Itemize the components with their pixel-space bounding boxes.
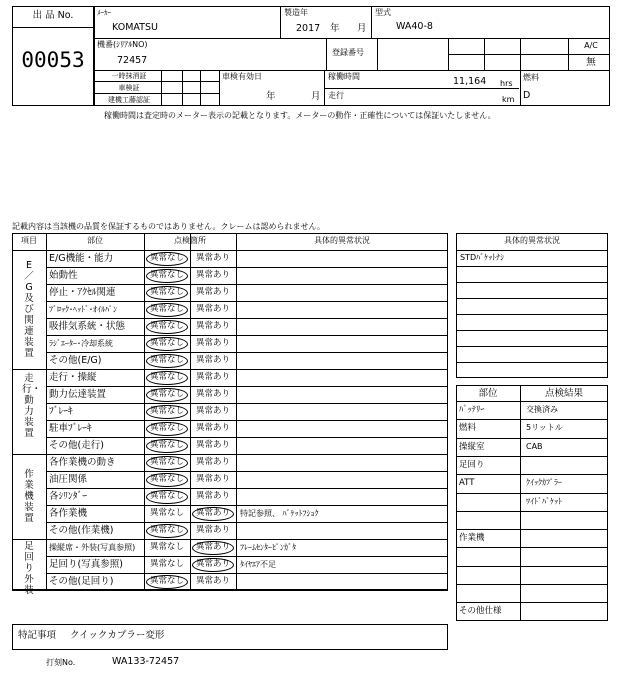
- ok-circle-mark: [146, 456, 188, 470]
- ng-option: 異常あり: [195, 270, 230, 280]
- ok-option: 異常なし: [149, 389, 184, 399]
- part-label: 駐車ﾌﾞﾚｰｷ: [49, 423, 92, 434]
- lot-label: 出 品 No.: [32, 10, 74, 21]
- lot-number: 00053: [21, 48, 85, 72]
- part-label: 各作業機の動き: [49, 457, 116, 468]
- ok-option: 異常なし: [149, 576, 184, 586]
- disclaimer: 記載内容は当該機の品質を保証するものではありません。クレームは認められません。: [12, 222, 325, 231]
- stamp-value: WA133-72457: [112, 656, 180, 667]
- maker-value: KOMATSU: [112, 22, 158, 33]
- ok-option: 異常なし: [149, 542, 184, 552]
- distance-unit: km: [502, 95, 515, 104]
- part-label: その他(E/G): [49, 355, 102, 366]
- ok-option: 異常なし: [149, 440, 184, 450]
- ng-circle-mark: [192, 507, 234, 521]
- hours-unit: hrs: [500, 79, 513, 88]
- ok-circle-mark: [146, 473, 188, 487]
- ok-option: 異常なし: [149, 474, 184, 484]
- ng-option: 異常あり: [195, 525, 230, 535]
- ng-option: 異常あり: [195, 508, 230, 518]
- ok-option: 異常なし: [149, 355, 184, 365]
- part-label: その他(走行): [49, 440, 104, 451]
- part-label: 各作業機: [49, 508, 88, 519]
- ng-circle-mark: [192, 541, 234, 555]
- hours-label: 稼働時間: [328, 72, 360, 81]
- ac-value: 無: [586, 57, 596, 68]
- ok-option: 異常なし: [149, 253, 184, 263]
- fuel-value: D: [523, 90, 531, 101]
- ok-option: 異常なし: [149, 559, 184, 569]
- right-check-result: CAB: [526, 441, 543, 451]
- ok-circle-mark: [146, 252, 188, 266]
- ok-circle-mark: [146, 439, 188, 453]
- distance-label: 走行: [328, 91, 344, 100]
- right-check-part: 作業機: [459, 533, 485, 544]
- part-label: 始動性: [49, 270, 78, 281]
- group-label: E／G及び関連装置: [24, 260, 34, 359]
- model-label: 型式: [375, 8, 391, 17]
- part-label: 走行・操縦: [49, 372, 97, 383]
- maker-label: ﾒｰｶｰ: [97, 9, 111, 17]
- part-label: その他(足回り): [49, 576, 114, 587]
- ok-circle-mark: [146, 286, 188, 300]
- part-label: 動力伝達装置: [49, 389, 107, 400]
- ok-option: 異常なし: [149, 287, 184, 297]
- detail-text: 特記参照、 ﾊﾞｹｯﾄﾌｼｮｸ: [240, 509, 319, 518]
- part-label: 停止・ｱｸｾﾙ関連: [49, 287, 116, 298]
- right-check-part: 足回り: [459, 459, 485, 470]
- right-check-part: その他仕様: [459, 606, 502, 617]
- group-label: 足回り外装: [24, 541, 34, 596]
- ok-option: 異常なし: [149, 457, 184, 467]
- header-category: 項目: [21, 236, 37, 245]
- part-label: ﾗｼﾞｴｰﾀｰ･冷却系統: [49, 339, 113, 348]
- ok-option: 異常なし: [149, 338, 184, 348]
- ok-option: 異常なし: [149, 491, 184, 501]
- part-label: 吸排気系統・状態: [49, 321, 126, 332]
- ok-circle-mark: [146, 575, 188, 589]
- header-check: 点検箇所: [174, 236, 206, 245]
- right-check-part: ﾊﾞｯﾃﾘｰ: [459, 405, 485, 415]
- ng-option: 異常あり: [195, 287, 230, 297]
- right-detail-cell: STDﾊﾞｹｯﾄﾅｼ: [460, 253, 505, 262]
- ok-option: 異常なし: [149, 321, 184, 331]
- detail-text: ﾀｲﾔｴｱ不足: [240, 560, 276, 569]
- ng-circle-mark: [192, 558, 234, 572]
- ng-option: 異常あり: [195, 576, 230, 586]
- ng-option: 異常あり: [195, 321, 230, 331]
- ok-circle-mark: [146, 371, 188, 385]
- inspection-expiry-label: 車検有効日: [222, 72, 262, 81]
- expiry-month-unit: 月: [311, 91, 321, 102]
- right-check-header-result: 点検結果: [544, 388, 583, 399]
- ng-option: 異常あり: [195, 253, 230, 263]
- right-check-part: ATT: [459, 478, 475, 489]
- right-check-result: ｸｲｯｸｶﾌﾟﾗｰ: [526, 478, 562, 488]
- month-unit: 月: [357, 23, 367, 34]
- part-label: ﾌﾞﾚｰｷ: [49, 406, 73, 417]
- serial-value: 72457: [117, 55, 148, 66]
- temp-permit-label: 一時抹消証: [111, 72, 147, 80]
- ng-option: 異常あり: [195, 440, 230, 450]
- year-value: 2017: [296, 23, 321, 34]
- ok-circle-mark: [146, 388, 188, 402]
- part-label: 足回り(写真参照): [49, 559, 123, 570]
- registration-label: 登録番号: [332, 48, 364, 57]
- header-detail: 具体的異常状況: [314, 236, 370, 245]
- ok-option: 異常なし: [149, 270, 184, 280]
- ng-option: 異常あり: [195, 389, 230, 399]
- detail-text: ﾌﾚｰﾑｾﾝﾀｰﾋﾟﾝｶﾞﾀ: [240, 543, 296, 552]
- ng-option: 異常あり: [195, 406, 230, 416]
- ac-label: A/C: [584, 41, 598, 50]
- part-label: ﾌﾞﾛｯｸ･ﾍｯﾄﾞ･ｵｲﾙﾊﾟﾝ: [49, 305, 117, 314]
- ok-circle-mark: [146, 354, 188, 368]
- inspection-cert-label: 車検証: [118, 84, 140, 92]
- ok-option: 異常なし: [149, 372, 184, 382]
- year-unit: 年: [330, 23, 340, 34]
- ok-option: 異常なし: [149, 525, 184, 535]
- ng-option: 異常あり: [195, 542, 230, 552]
- ok-option: 異常なし: [149, 508, 184, 518]
- ok-option: 異常なし: [149, 406, 184, 416]
- right-check-header-part: 部位: [478, 388, 498, 399]
- ok-circle-mark: [146, 269, 188, 283]
- model-value: WA40-8: [396, 21, 433, 32]
- ng-option: 異常あり: [195, 457, 230, 467]
- right-check-part: 燃料: [459, 423, 477, 434]
- work-machine-cert-label: 建機工藤認証: [108, 96, 150, 104]
- part-label: E/G機能・能力: [49, 253, 114, 264]
- ok-circle-mark: [146, 524, 188, 538]
- right-check-result: ﾜｲﾄﾞﾊﾞｹｯﾄ: [526, 496, 562, 506]
- ok-circle-mark: [146, 303, 188, 317]
- serial-label: 機番(ｼﾘｱﾙNO): [97, 40, 148, 49]
- ng-option: 異常あり: [195, 491, 230, 501]
- ok-option: 異常なし: [149, 423, 184, 433]
- ng-option: 異常あり: [195, 355, 230, 365]
- part-label: 操縦席・外装(写真参照): [49, 543, 136, 552]
- ng-option: 異常あり: [195, 474, 230, 484]
- ok-circle-mark: [146, 337, 188, 351]
- special-notes-label: 特記事項: [18, 630, 57, 641]
- header-part: 部位: [87, 236, 103, 245]
- ng-option: 異常あり: [195, 338, 230, 348]
- stamp-label: 打刻No.: [46, 658, 76, 667]
- part-label: その他(作業機): [49, 525, 114, 536]
- part-label: 油圧関係: [49, 474, 88, 485]
- ok-circle-mark: [146, 405, 188, 419]
- ng-option: 異常あり: [195, 559, 230, 569]
- ok-circle-mark: [146, 422, 188, 436]
- part-label: 各ｼﾘﾝﾀﾞｰ: [49, 491, 88, 502]
- ng-option: 異常あり: [195, 372, 230, 382]
- hours-value: 11,164: [453, 76, 487, 87]
- group-label: 走行・動力装置: [22, 373, 42, 439]
- group-label: 作業機装置: [24, 469, 34, 524]
- ng-option: 異常あり: [195, 304, 230, 314]
- right-check-result: 5リットル: [526, 423, 563, 433]
- right-check-result: 交換済み: [526, 405, 558, 414]
- ok-circle-mark: [146, 490, 188, 504]
- special-notes-value: クイックカプラー変形: [70, 630, 165, 641]
- year-label: 製造年: [284, 8, 308, 17]
- hours-note: 稼働時間は査定時のメーター表示の記載となります。メーターの動作・正確性については保証いたしません。: [104, 111, 496, 120]
- expiry-year-unit: 年: [266, 91, 276, 102]
- right-detail-header: 具体的異常状況: [504, 236, 560, 245]
- right-check-part: 操縦室: [459, 441, 485, 452]
- ok-option: 異常なし: [149, 304, 184, 314]
- ok-circle-mark: [146, 320, 188, 334]
- fuel-label: 燃料: [523, 73, 539, 82]
- ng-option: 異常あり: [195, 423, 230, 433]
